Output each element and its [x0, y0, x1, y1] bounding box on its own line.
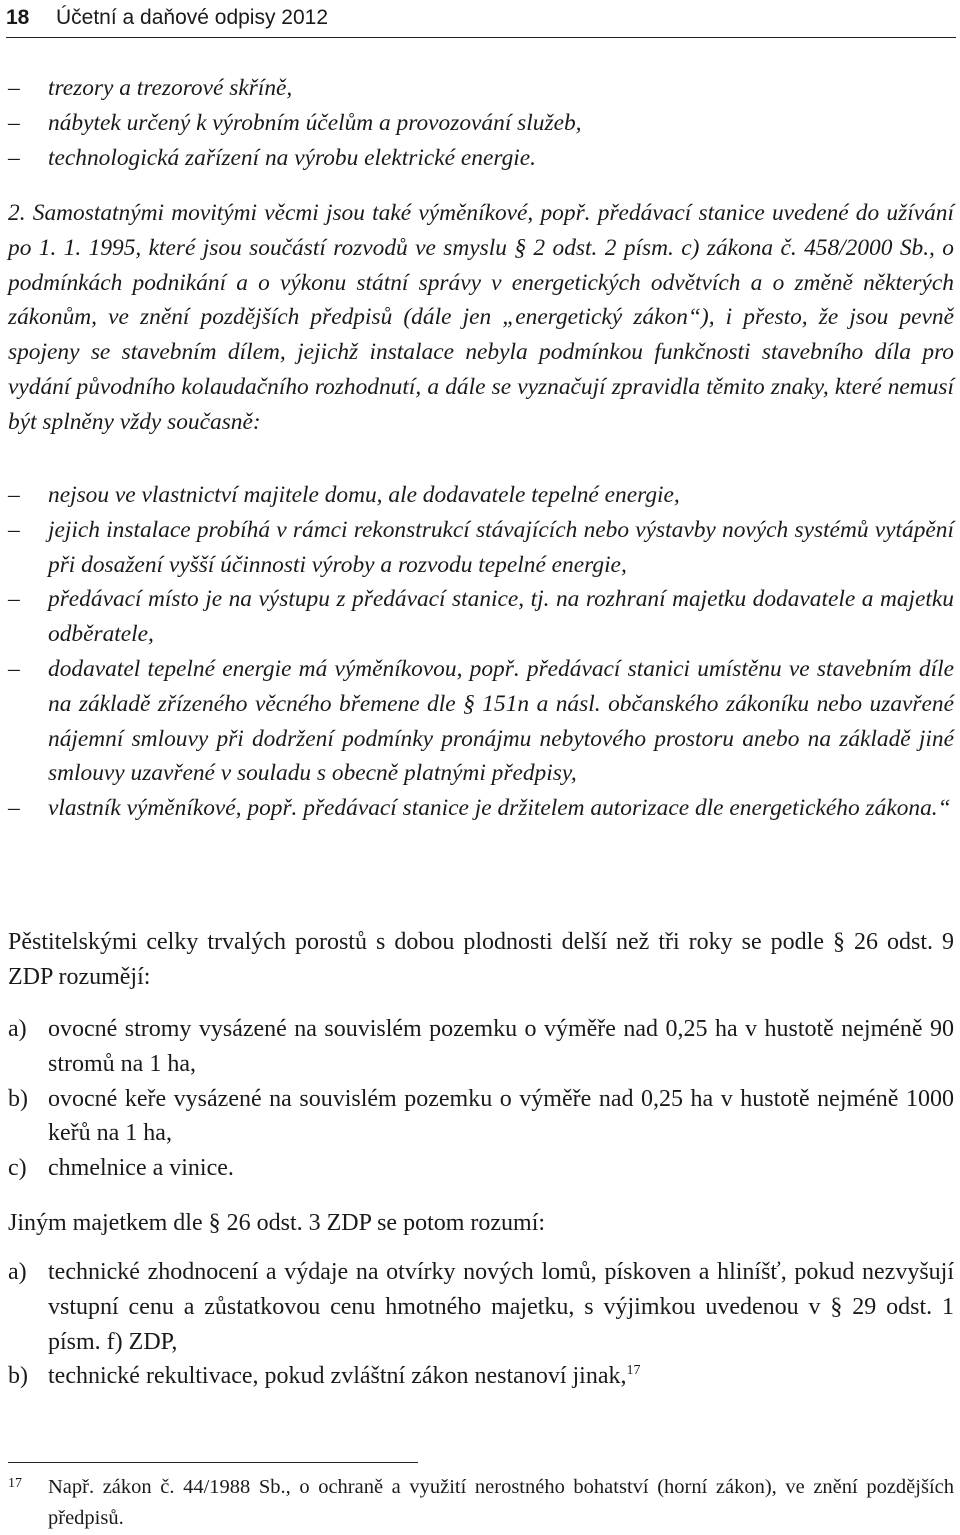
page-number: 18 [6, 6, 30, 29]
item-label: b) [8, 1085, 28, 1112]
paragraph-3: Pěstitelskými celky trvalých porostů s dobou plodnosti delší než tři roky se podle § 26 odst. 9 ZDP rozumějí: [8, 929, 954, 990]
running-title: Účetní a daňové odpisy 2012 [56, 6, 329, 29]
list-item: – předávací místo je na výstupu z předávací stanice, tj. na rozhraní majetku dodavatele a majetku odběratele, [8, 582, 954, 652]
list-item: – nábytek určený k výrobním účelům a provozování služeb, [8, 106, 954, 141]
item-text: ovocné stromy vysázené na souvislém pozemku o výměře nad 0,25 ha v hustotě nejméně 90 stromů na 1 ha, [48, 1016, 954, 1077]
list-item [8, 1359, 954, 1394]
list-item: – technologická zařízení na výrobu elektrické energie. [8, 141, 954, 176]
list-item: – dodavatel tepelné energie má výměníkovou, popř. předávací stanici umístěnu ve stavebním díle na základě zřízeného věcného břemene dle § 151n a násl. občanského zákoníku nebo uzavřené nájemní smlouvy při dodržení podmínky pronájmu nebytového prostoru anebo na základě jiné smlouvy uzavřené v souladu s obecně platnými předpisy, [8, 652, 954, 791]
footnote-text: Např. zákon č. 44/1988 Sb., o ochraně a využití nerostného bohatství (horní zákon), ve znění pozdějších předpisů. [48, 1476, 954, 1529]
dash-list-1 [8, 71, 954, 175]
paragraph-4: Jiným majetkem dle § 26 odst. 3 ZDP se potom rozumí: [8, 1210, 546, 1236]
list-item: – trezory a trezorové skříně, [8, 71, 954, 106]
item-label: a) [8, 1016, 27, 1042]
lettered-list-1 [8, 1012, 954, 1186]
footnote-number: 17 [8, 1476, 22, 1491]
list-item [8, 1012, 954, 1082]
item-text: technické rekultivace, pokud zvláštní zákon nestanoví jinak, [48, 1363, 627, 1390]
lettered-list-2 [8, 1255, 954, 1394]
footnote-ref[interactable]: 17 [626, 1363, 641, 1379]
item-label: a) [8, 1259, 27, 1285]
list-item [8, 1255, 954, 1359]
dash-list-2 [8, 478, 954, 826]
footnote [8, 1472, 954, 1534]
item-text: technické zhodnocení a výdaje na otvírky nových lomů, pískoven a hliníšť, pokud nezvyšují vstupní cenu a zůstatkovou cenu hmotného majetku, s výjimkou uvedenou v § 29 odst. 1 písm. f) ZDP, [48, 1259, 954, 1355]
footnote-separator [8, 1462, 418, 1463]
list-item: – jejich instalace probíhá v rámci rekonstrukcí stávajících nebo výstavby nových systémů vytápění při dosažení vyšší účinnosti výroby a rozvodu tepelné energie, [8, 513, 954, 583]
paragraph-2: 2. Samostatnými movitými věcmi jsou také výměníkové, popř. předávací stanice uvedené do užívání po 1. 1. 1995, které jsou součástí rozvodů ve smyslu § 2 odst. 2 písm. c) zákona č. 458/2000 Sb., o podmínkách podnikání a o výkonu státní správy v energetických odvětvích a o změně některých zákonům, ve znění pozdějších předpisů (dále jen „energetický zákon“), i přesto, že jsou pevně spojeny se stavebním dílem, jejichž instalace nebyla podmínkou funkčnosti stavebního díla pro vydání původního kolaudačního rozhodnutí, a dále se vyznačují zpravidla těmito znaky, které nemusí být splněny vždy současně: [8, 200, 954, 435]
list-item: – nejsou ve vlastnictví majitele domu, ale dodavatele tepelné energie, [8, 478, 954, 513]
list-item [8, 1082, 954, 1152]
list-item [8, 1151, 954, 1186]
item-text: ovocné keře vysázené na souvislém pozemku o výměře nad 0,25 ha v hustotě nejméně 1000 keřů na 1 ha, [48, 1085, 954, 1147]
item-label: c) [8, 1155, 27, 1182]
list-item: – vlastník výměníkové, popř. předávací stanice je držitelem autorizace dle energetického zákona.“ [8, 791, 954, 826]
item-text: chmelnice a vinice. [48, 1155, 234, 1182]
item-label: b) [8, 1363, 28, 1390]
